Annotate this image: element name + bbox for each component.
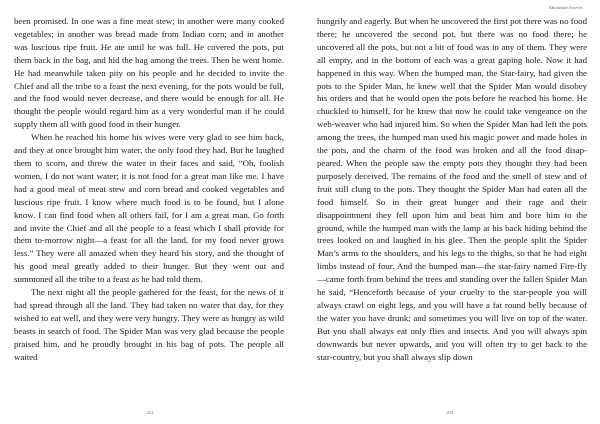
left-page-text <box>14 15 284 363</box>
right-page-text <box>317 15 587 363</box>
paragraph: been promised. In one was a fine meat stew; in another were many cooked vegetables; in another was bread made from Indian corn; and in another was luscious ripe fruit. He ate until he was full. He covered the pots, put them back in the bag, and hid the bag among the trees. Then he went home. He had meanwhile taken pity on his people and he decided to invite the Chief and all the tribe to a feast the next evening, for the pots would be full, and the food would never decrease, and there would be enough for all. He thought the people would regard him as a very wonderful man if he could supply them all with good food in their hunger. <box>14 16 284 130</box>
paragraph: The next night all the people gathered for the feast, for the news of it had spread through all the land. They had taken no water that day, for they wished to eat well, and they were very hungry. They were as hungry as wild beasts in search of food. The Spider Man was very glad because the people praised him, and he proudly brought in his bag of pots. The people all waited <box>14 287 284 362</box>
running-head: Aboubide Stories <box>548 5 583 10</box>
page-number: 213 <box>446 410 454 415</box>
right-page <box>300 0 600 424</box>
paragraph: hungrily and eagerly. But when he uncovered the first pot there was no food there; he uncovered the second pot, but there was no food there; he uncovered all the pots, but not a bit of food was in any of them. They were all empty, and in the bottom of each was a great gaping hole. Now it had happened in this way. When the humped man, the Star-fairy, had given the pots to the Spider Man, he knew well that the Spider Man would disobey his orders and that he would open the pots before he reached his home. He chuckled to himself, for he knew that now he could take vengeance on the web-weaver who had injured him. So when the Spider Man had left the pots among the trees, the humped man used his magic power and made holes in the pots, and the charm of the food was broken and all the food disappeared. When the people saw the empty pots they thought they had been purposely deceived. The remains of the food and the smell of stew and of fruit still clung to the pots. They thought the Spider Man had eaten all the food himself. So in their great hunger and their rage and their disappointment they fell upon him and beat him and bore him to the ground, while the humped man with the lamp at his back hiding behind the trees looked on and laughed in his glee. Then the people split the Spider Man’s arms to the shoulders, and his legs to the thighs, so that he had eight limbs instead of four. And the humped man—the star-fairy named Fire-fly—came forth from behind the trees and standing over the fallen Spider Man he said, “Henceforth because of your cruelty to the star-people you will always crawl on eight legs, and you will have a fat round belly because of the water you have drunk; and sometimes you will live on top of the water. But you shall always eat only flies and insects. And you will always spin downwards but never upwards, and you will often try to get back to the star-country, but you shall always slip down <box>317 16 587 362</box>
page-number: 212 <box>146 410 154 415</box>
paragraph: When he reached his home his wives were very glad to see him back, and they at once brought him water, the only food they had. But he laughed them to scorn, and threw the water in their faces and said, “Oh, foolish women, I do not want water; it is not food for a great man like me. I have had a good meal of meat stew and corn bread and cooked vegetables and luscious ripe fruit. I know where much food is to be found, but I alone know. I can find food when all others fail, for I am a great man. Go forth and invite the Chief and all the people to a feast which I shall provide for them to-morrow night—a feast for all the land, for my food never grows less.” They were all amazed when they heard his story, and the thought of his good meal greatly added to their hunger. But they went out and summoned all the tribe to a feast as he had told them. <box>14 132 284 285</box>
